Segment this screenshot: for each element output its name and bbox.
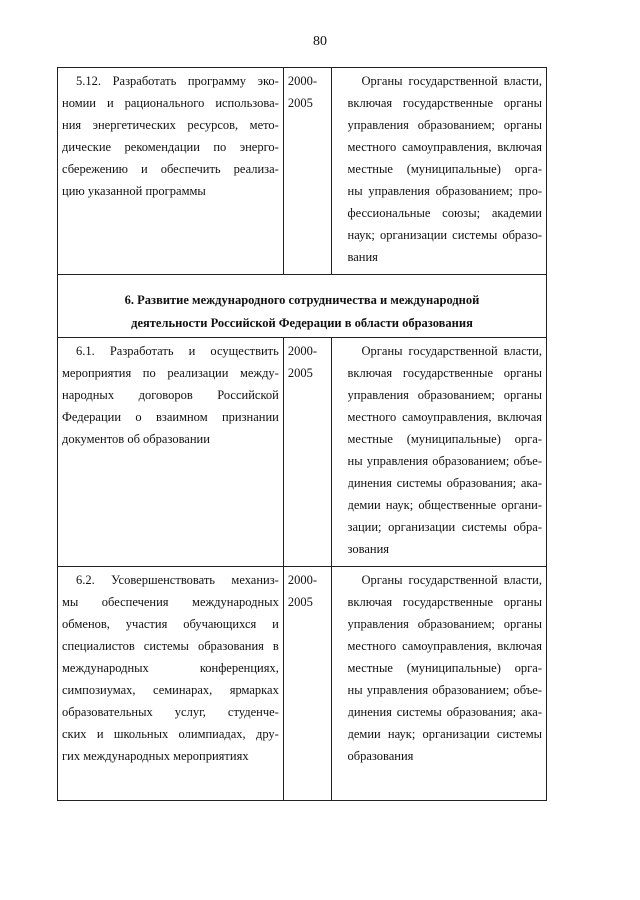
executors-line: местные (муниципальные) орга- xyxy=(347,162,542,176)
executors-line: местного самоуправления, включая xyxy=(347,639,542,653)
executors-cell xyxy=(331,68,547,275)
executors-line: динения системы образования; ака- xyxy=(347,705,542,719)
task-line: Федерации о взаимном признании xyxy=(62,410,279,424)
task-line: ния энергетических ресурсов, мето- xyxy=(62,118,279,132)
section-heading-line: 6. Развитие международного сотрудничества и международной xyxy=(124,293,480,307)
task-line: симпозиумах, семинарах, ярмарках xyxy=(62,683,279,697)
measures-table xyxy=(57,67,547,801)
executors-cell xyxy=(331,567,547,801)
executors-line: местного самоуправления, включая xyxy=(347,410,542,424)
task-line: документов об образовании xyxy=(62,432,210,446)
section-heading-row xyxy=(58,275,547,338)
executors-line: управления образованием; органы xyxy=(347,388,542,402)
task-line: 5.12. Разработать программу эко- xyxy=(76,74,279,88)
section-heading xyxy=(58,275,547,338)
task-line: гих международных мероприятиях xyxy=(62,749,249,763)
task-line: дические рекомендации по энерго- xyxy=(62,140,279,154)
period-line: 2000- xyxy=(287,344,318,358)
executors-line: включая государственные органы xyxy=(347,96,542,110)
executors-line: демии наук; организации системы xyxy=(347,727,542,741)
task-line: номии и рационального использова- xyxy=(62,96,279,110)
page-number: 80 xyxy=(313,34,327,49)
executors-line: местные (муниципальные) орга- xyxy=(347,661,542,675)
executors-line: наук; организации системы образо- xyxy=(347,228,542,242)
executors-line: включая государственные органы xyxy=(347,366,542,380)
executors-line: местные (муниципальные) орга- xyxy=(347,432,542,446)
period-cell xyxy=(283,338,331,567)
period-line: 2000- xyxy=(287,74,318,88)
executors-line: включая государственные органы xyxy=(347,595,542,609)
period-line: 2005 xyxy=(287,366,313,380)
task-cell xyxy=(58,338,284,567)
executors-line: управления образованием; органы xyxy=(347,118,542,132)
executors-line: демии наук; общественные органи- xyxy=(347,498,542,512)
executors-line: вания xyxy=(347,250,378,264)
executors-line: ны управления образованием; объе- xyxy=(347,683,542,697)
task-line: народных договоров Российской xyxy=(62,388,279,402)
executors-line: местного самоуправления, включая xyxy=(347,140,542,154)
task-line: сбережению и обеспечить реализа- xyxy=(62,162,279,176)
task-line: международных конференциях, xyxy=(62,661,279,675)
executors-line: зации; организации системы обра- xyxy=(347,520,542,534)
executors-line: Органы государственной власти, xyxy=(361,74,542,88)
task-line: мероприятия по реализации между- xyxy=(62,366,279,380)
executors-line: ны управления образованием; объе- xyxy=(347,454,542,468)
period-line: 2005 xyxy=(287,96,313,110)
task-cell xyxy=(58,68,284,275)
executors-line: динения системы образования; ака- xyxy=(347,476,542,490)
executors-line: Органы государственной власти, xyxy=(361,344,542,358)
section-heading-line: деятельности Российской Федерации в области образования xyxy=(131,316,473,330)
period-line: 2000- xyxy=(287,573,318,587)
task-line: ских и школьных олимпиадах, дру- xyxy=(62,727,279,741)
executors-line: Органы государственной власти, xyxy=(361,573,542,587)
task-cell xyxy=(58,567,284,801)
executors-line: управления образованием; органы xyxy=(347,617,542,631)
executors-cell xyxy=(331,338,547,567)
period-line: 2005 xyxy=(287,595,313,609)
task-line: обменов, участия обучающихся и xyxy=(62,617,279,631)
task-line: 6.2. Усовершенствовать механиз- xyxy=(76,573,279,587)
task-line: специалистов системы образования в xyxy=(62,639,279,653)
executors-line: зования xyxy=(347,542,390,556)
table-row xyxy=(58,338,547,567)
task-line: 6.1. Разработать и осуществить xyxy=(76,344,279,358)
table-row xyxy=(58,567,547,801)
executors-line: ны управления образованием; про- xyxy=(347,184,542,198)
executors-line: фессиональные союзы; академии xyxy=(347,206,542,220)
period-cell xyxy=(283,567,331,801)
task-line: образовательных услуг, студенче- xyxy=(62,705,279,719)
executors-line: образования xyxy=(347,749,414,763)
task-line: цию указанной программы xyxy=(62,184,206,198)
table-row xyxy=(58,68,547,275)
task-line: мы обеспечения международных xyxy=(62,595,279,609)
period-cell xyxy=(283,68,331,275)
